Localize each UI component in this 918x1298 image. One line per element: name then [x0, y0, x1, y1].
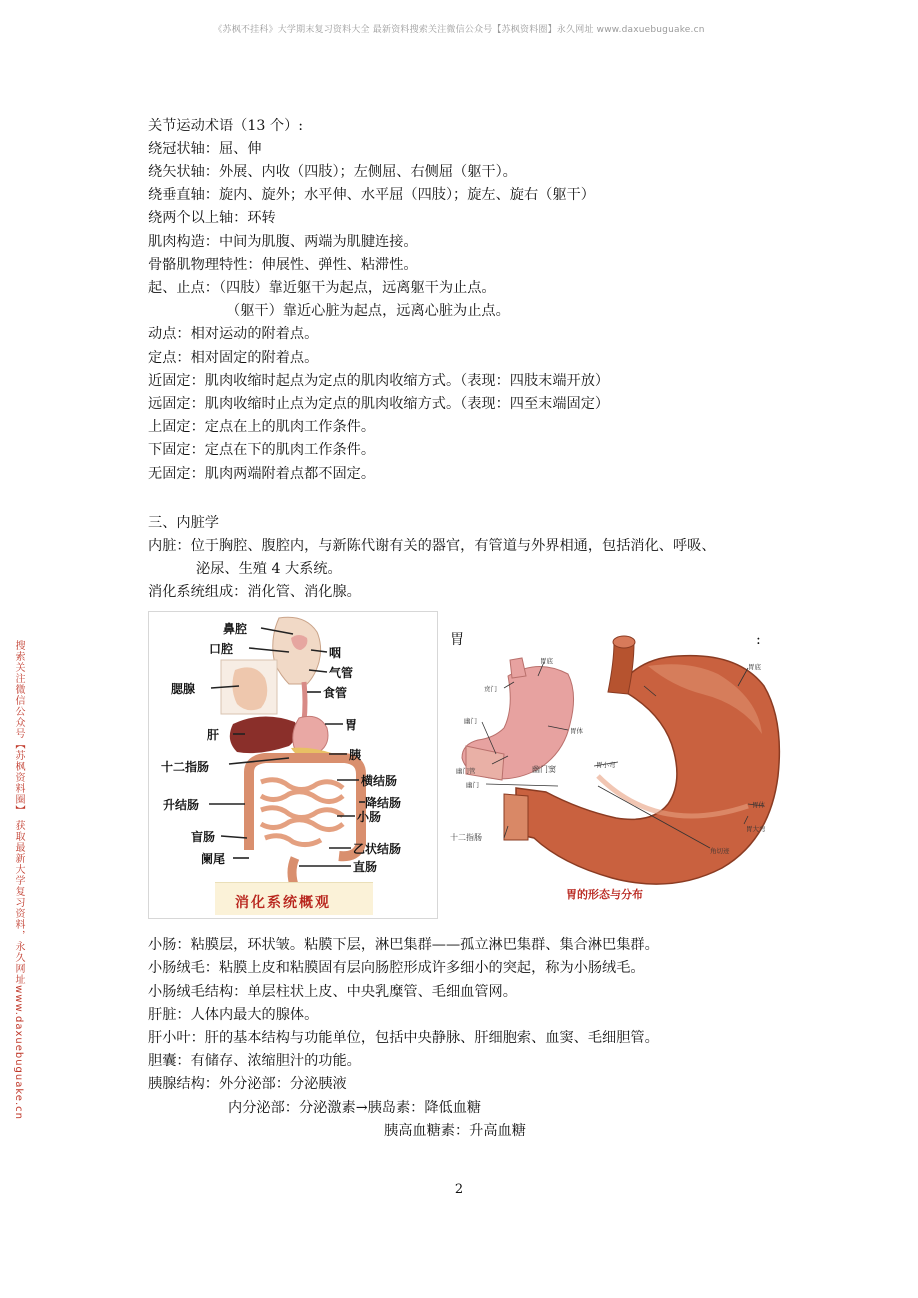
text-line: 肌肉构造：中间为肌腹、两端为肌腱连接。 [148, 234, 418, 250]
text-line: 绕垂直轴：旋内、旋外；水平伸、水平屈（四肢）；旋左、旋右（躯干） [148, 187, 595, 203]
figure-label: 幽门 [464, 717, 477, 725]
figure-label: 食管 [323, 686, 348, 700]
text-line: 骨骼肌物理特性：伸展性、弹性、粘滞性。 [148, 257, 418, 273]
stomach-figure [448, 626, 793, 911]
figure-caption: 胃的形态与分布 [566, 888, 643, 901]
text-line: 下固定：定点在下的肌肉工作条件。 [148, 442, 376, 458]
figure-label: 十二指肠 [450, 833, 482, 842]
text-line: 肝脏：人体内最大的腺体。 [148, 1007, 319, 1023]
text-line: 无固定：肌肉两端附着点都不固定。 [148, 466, 376, 482]
side-watermark: 搜索关注微信公众号【苏枫资料圈】 获取最新大学复习资料，永久网址www.daxuebuguake.cn [13, 640, 24, 1120]
figure-label: 幽门 [466, 781, 479, 789]
text-line: 肝小叶：肝的基本结构与功能单位，包括中央静脉、肝细胞索、血窦、毛细胆管。 [148, 1030, 659, 1046]
figure-label: 降结肠 [365, 796, 402, 810]
figure-label: 腮腺 [171, 682, 196, 696]
text-line: 关节运动术语（13 个）: [148, 118, 304, 134]
text-line: 绕两个以上轴：环转 [148, 210, 276, 226]
text-line: 小肠：粘膜层，环状皱。粘膜下层，淋巴集群——孤立淋巴集群、集合淋巴集群。 [148, 937, 659, 953]
text-line: 定点：相对固定的附着点。 [148, 350, 319, 366]
figure-label: 十二指肠 [161, 760, 210, 774]
figure-label: 胃底 [748, 663, 761, 671]
figure-label: 横结肠 [361, 774, 398, 788]
text-line: 起、止点：（四肢）靠近躯干为起点，远离躯干为止点。 [148, 280, 496, 296]
figure-label: 胃 [345, 718, 358, 732]
figure-label: 直肠 [353, 860, 378, 874]
text-line: 近固定：肌肉收缩时起点为定点的肌肉收缩方式。（表现：四肢末端开放） [148, 373, 610, 389]
text-line: 小肠绒毛结构：单层柱状上皮、中央乳糜管、毛细血管网。 [148, 984, 517, 1000]
text-line: 胰高血糖素：升高血糖 [384, 1123, 526, 1139]
figure-label: 气管 [329, 666, 354, 680]
figure-label: 胃小弯 [596, 761, 616, 769]
text-line: 消化系统组成：消化管、消化腺。 [148, 584, 361, 600]
figure-label: 幽门窦 [532, 765, 556, 774]
figure-label: 小肠 [357, 810, 382, 824]
text-line: 绕矢状轴：外展、内收（四肢）；左侧屈、右侧屈（躯干）。 [148, 164, 517, 180]
figure-label: 胃体 [752, 801, 765, 809]
stomach-title: 胃 [450, 632, 465, 648]
figure-label: 胃体 [570, 727, 583, 735]
figure-caption: 消化系统概观 [235, 895, 331, 911]
text-line: （躯干）靠近心脏为起点，远离心脏为止点。 [226, 303, 510, 319]
stomach-colon: : [756, 632, 761, 648]
figure-label: 鼻腔 [223, 622, 248, 636]
text-line: 上固定：定点在上的肌肉工作条件。 [148, 419, 376, 435]
figure-label: 胃大弯 [746, 825, 766, 833]
page-header: 《苏枫不挂科》大学期末复习资料大全 最新资料搜索关注微信公众号【苏枫资料圈】永久网址 www.daxuebuguake.cn [213, 25, 705, 35]
figure-label: 乙状结肠 [353, 842, 402, 856]
text-line: 胰腺结构：外分泌部：分泌胰液 [148, 1076, 347, 1092]
text-line: 内脏：位于胸腔、腹腔内，与新陈代谢有关的器官，有管道与外界相通，包括消化、呼吸、 [148, 538, 716, 554]
text-line: 动点：相对运动的附着点。 [148, 326, 319, 342]
digestive-system-figure [148, 611, 438, 919]
text-line: 小肠绒毛：粘膜上皮和粘膜固有层向肠腔形成许多细小的突起，称为小肠绒毛。 [148, 960, 645, 976]
figure-label: 角切迹 [710, 847, 730, 855]
text-line: 内分泌部：分泌激素→胰岛素：降低血糖 [228, 1100, 482, 1116]
text-line: 泌尿、生殖 4 大系统。 [196, 561, 342, 577]
figure-label: 咽 [329, 646, 342, 660]
figure-label: 口腔 [209, 642, 234, 656]
figure-label: 阑尾 [201, 852, 226, 866]
section-heading: 三、内脏学 [148, 515, 219, 531]
text-line: 远固定：肌肉收缩时止点为定点的肌肉收缩方式。（表现：四至末端固定） [148, 396, 610, 412]
text-line: 绕冠状轴：屈、伸 [148, 141, 262, 157]
figure-label: 胃底 [540, 657, 553, 665]
figure-label: 肝 [207, 728, 220, 742]
figure-label: 盲肠 [191, 830, 216, 844]
figure-label: 胰 [349, 748, 362, 762]
text-line: 胆囊：有储存、浓缩胆汁的功能。 [148, 1053, 361, 1069]
figure-label: 贲门 [484, 685, 497, 693]
page-number: 2 [454, 1182, 464, 1197]
stomach-illustration [448, 626, 793, 911]
figure-label: 幽门管 [456, 767, 476, 775]
figure-label: 升结肠 [163, 798, 200, 812]
